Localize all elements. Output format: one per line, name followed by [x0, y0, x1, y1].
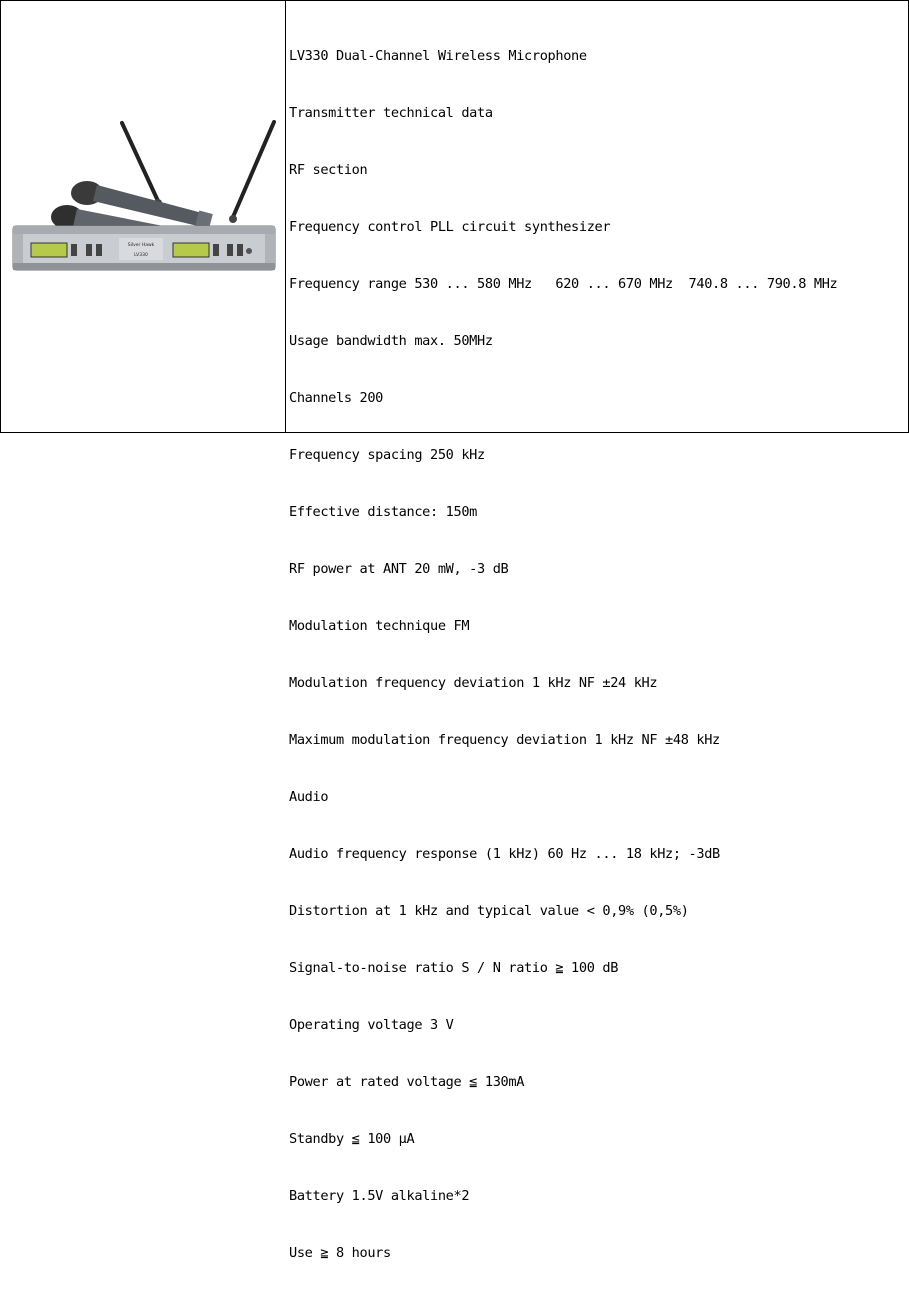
right-lcd	[173, 243, 209, 257]
spec-line: Distortion at 1 kHz and typical value < 0,9% (0,5%)	[289, 903, 689, 919]
spec-line: Frequency spacing 250 kHz	[289, 447, 485, 463]
spec-line: Transmitter technical data	[289, 105, 493, 121]
spec-line: Operating voltage 3 V	[289, 1017, 454, 1033]
brand-label: Silver Hawk	[127, 243, 155, 248]
spec-line: Power at rated voltage ≦ 130mA	[289, 1074, 525, 1090]
spec-line: LV330 Dual-Channel Wireless Microphone	[289, 48, 587, 64]
spec-line: Battery 1.5V alkaline*2	[289, 1188, 470, 1204]
spec-line: Maximum modulation frequency deviation 1 kHz NF ±48 kHz	[289, 732, 720, 748]
spec-line: Frequency control PLL circuit synthesizer	[289, 219, 611, 235]
spec-line: Effective distance: 150m	[289, 504, 478, 520]
left-antenna	[122, 123, 158, 201]
product-image	[1, 1, 285, 432]
spec-line: Signal-to-noise ratio S / N ratio ≧ 100 dB	[289, 960, 619, 976]
spec-line: Audio	[289, 789, 329, 805]
model-label: LV330	[134, 253, 148, 258]
receiver-unit	[13, 226, 275, 270]
spec-line: RF section	[289, 162, 368, 178]
right-antenna	[233, 122, 274, 217]
spec-line: Standby ≦ 100 μA	[289, 1131, 415, 1147]
spec-line: Modulation frequency deviation 1 kHz NF ±24 kHz	[289, 675, 658, 691]
left-lcd	[31, 243, 67, 257]
product-image-cell	[1, 1, 286, 432]
spec-line: Use ≧ 8 hours	[289, 1245, 391, 1261]
spec-line: RF power at ANT 20 mW, -3 dB	[289, 561, 509, 577]
spec-line: Channels 200	[289, 390, 384, 406]
spec-line: Audio frequency response (1 kHz) 60 Hz ... 18 kHz; -3dB	[289, 846, 720, 862]
spec-line: Usage bandwidth max. 50MHz	[289, 333, 493, 349]
spec-line: Frequency range 530 ... 580 MHz 620 ... 670 MHz 740.8 ... 790.8 MHz	[289, 276, 838, 292]
spec-text-cell	[286, 1, 908, 1261]
spec-line: Modulation technique FM	[289, 618, 470, 634]
